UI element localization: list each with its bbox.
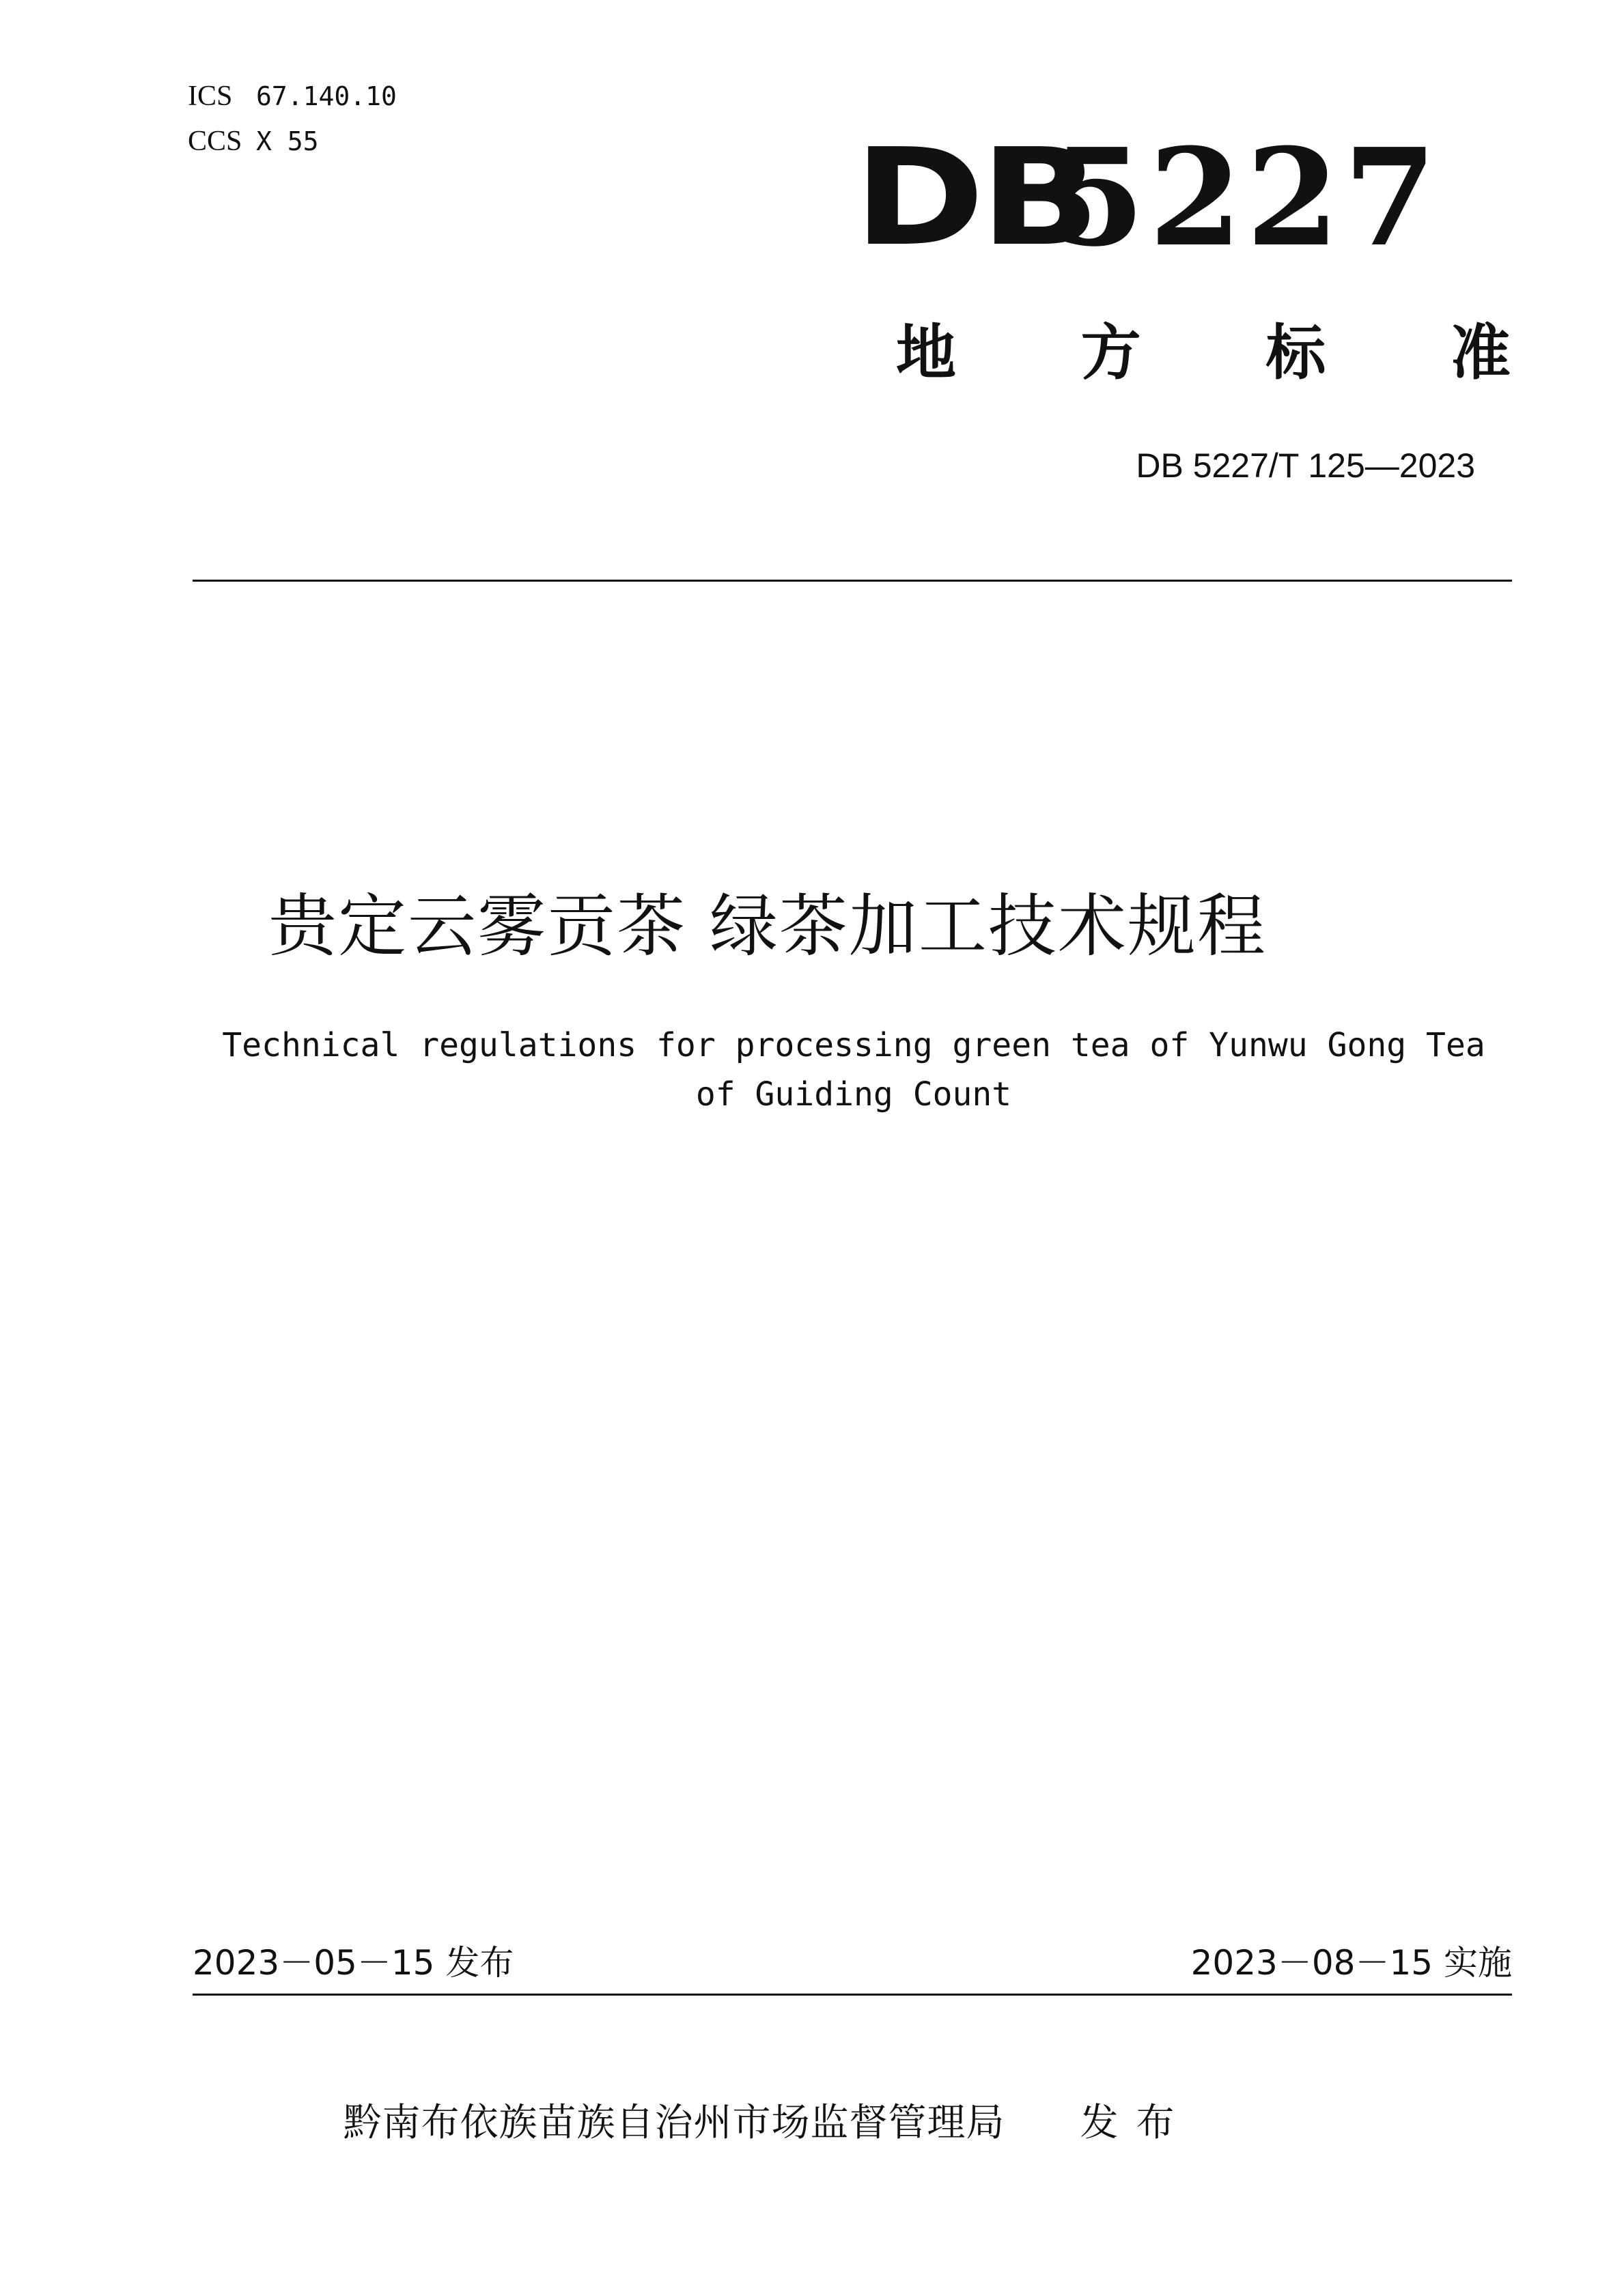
ccs-label: CCS <box>188 126 242 157</box>
issuer-name: 黔南布依族苗族自治州市场监督管理局 <box>343 2101 1005 2145</box>
english-title: Technical regulations for processing green tea of Yunwu Gong Tea of Guiding Count <box>222 1026 1485 1114</box>
standard-logo <box>854 119 1441 277</box>
ics-label: ICS <box>188 81 233 112</box>
standard-kind-char: 方 <box>1080 317 1141 388</box>
issuer-verb: 发布 <box>1080 2101 1192 2145</box>
standard-kind <box>896 315 1511 391</box>
issuer-line <box>0 2096 1624 2151</box>
standard-kind-char: 标 <box>1265 317 1326 388</box>
standard-number: DB 5227/T 125—2023 <box>1136 447 1475 485</box>
ics-value: 67.140.10 <box>256 81 397 111</box>
classification-codes <box>188 74 397 164</box>
ccs-code-row <box>188 119 397 164</box>
standard-kind-char: 地 <box>896 317 957 388</box>
ics-code-row <box>188 74 397 119</box>
standard-kind-char: 准 <box>1450 317 1511 388</box>
logo-prefix: DB <box>854 120 1096 276</box>
ccs-value: X 55 <box>256 126 319 156</box>
chinese-title: 贵定云雾贡茶 绿茶加工技术规程 <box>268 886 1267 966</box>
bottom-divider <box>193 1994 1512 1996</box>
date-row <box>193 1939 1512 1987</box>
implement-date: 2023－08－15 实施 <box>1190 1943 1512 1983</box>
publish-date: 2023－05－15 发布 <box>193 1943 514 1983</box>
logo-number: 5227 <box>1052 119 1441 277</box>
top-divider <box>193 580 1512 582</box>
